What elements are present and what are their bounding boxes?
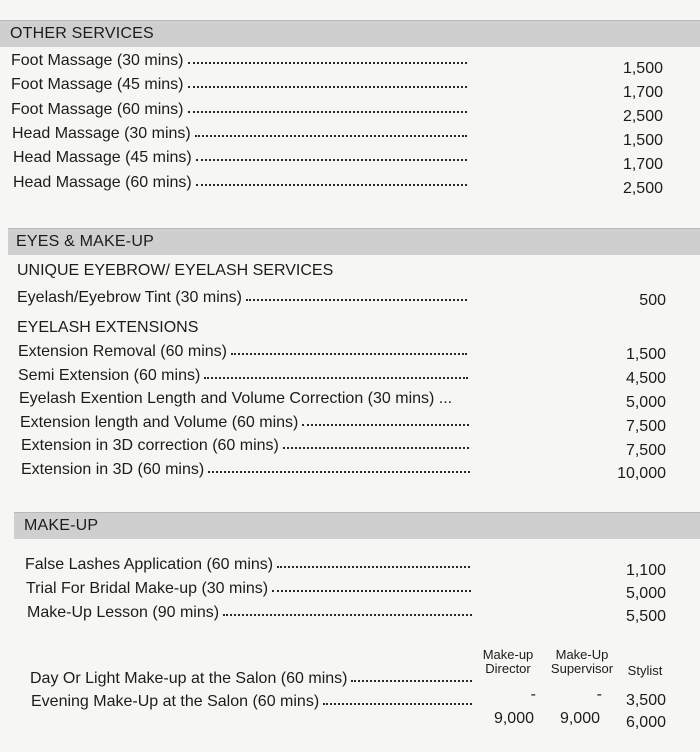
leader-dots — [196, 158, 467, 161]
column-header-director: Make-up Director — [482, 647, 534, 676]
leader-dots — [188, 110, 467, 113]
list-item — [19, 390, 469, 412]
service-price: 2,500 — [622, 108, 663, 125]
service-price: 7,500 — [625, 418, 666, 435]
section-title: MAKE-UP — [24, 517, 99, 534]
service-name: Evening Make-Up at the Salon (60 mins) — [31, 693, 320, 710]
section-title: OTHER SERVICES — [10, 25, 154, 42]
price-director: - — [530, 686, 536, 703]
service-name: Extension in 3D correction (60 mins) — [21, 437, 279, 454]
list-item — [13, 174, 467, 196]
leader-dots — [231, 352, 467, 355]
leader-dots — [323, 702, 472, 705]
list-item — [18, 343, 467, 365]
service-price: 10,000 — [617, 465, 666, 482]
section-header-eyes-makeup — [8, 228, 700, 255]
service-price: 7,500 — [625, 442, 666, 459]
leader-dots — [195, 134, 467, 137]
service-name: False Lashes Application (60 mins) — [25, 556, 274, 573]
leader-dots — [302, 423, 469, 426]
service-price: 1,700 — [622, 84, 663, 101]
service-name: Foot Massage (60 mins) — [11, 101, 184, 118]
list-item — [25, 556, 470, 578]
service-name: Trial For Bridal Make-up (30 mins) — [26, 580, 269, 597]
service-name: Extension in 3D (60 mins) — [21, 461, 205, 478]
subheading-eyelash-extensions: EYELASH EXTENSIONS — [17, 319, 199, 336]
service-price: 2,500 — [622, 180, 663, 197]
service-price: 1,500 — [622, 132, 663, 149]
service-name: Foot Massage (30 mins) — [11, 52, 184, 69]
service-price: 5,500 — [625, 608, 666, 625]
section-title: EYES & MAKE-UP — [16, 233, 154, 250]
list-item — [13, 149, 467, 171]
service-price: 1,700 — [622, 156, 663, 173]
column-header-stylist: Stylist — [627, 663, 663, 678]
price-stylist: 3,500 — [625, 692, 666, 709]
service-name: Head Massage (45 mins) — [13, 149, 192, 166]
service-price: 1,500 — [625, 346, 666, 363]
service-price: 4,500 — [625, 370, 666, 387]
service-price: 5,000 — [625, 585, 666, 602]
leader-dots — [188, 61, 467, 64]
service-name: Head Massage (60 mins) — [13, 174, 192, 191]
leader-dots — [208, 470, 470, 473]
service-name: Day Or Light Make-up at the Salon (60 mins) — [30, 670, 348, 687]
service-price: 1,100 — [625, 562, 666, 579]
leader-dots — [283, 446, 469, 449]
price-supervisor: 9,000 — [559, 710, 600, 727]
leader-dots — [246, 298, 467, 301]
list-item — [17, 289, 467, 311]
list-item — [21, 437, 469, 459]
list-item — [11, 52, 467, 74]
service-name: Make-Up Lesson (90 mins) — [27, 604, 220, 621]
service-name: Foot Massage (45 mins) — [11, 76, 184, 93]
list-item — [11, 76, 467, 98]
list-item — [21, 461, 470, 483]
column-header-supervisor: Make-Up Supervisor — [550, 647, 614, 676]
table-row — [31, 693, 472, 715]
price-supervisor: - — [596, 686, 602, 703]
leader-dots — [204, 376, 468, 379]
list-item — [18, 367, 468, 389]
list-item — [27, 604, 472, 626]
leader-dots — [277, 565, 470, 568]
leader-dots — [351, 679, 472, 682]
list-item — [20, 414, 469, 436]
leader-dots — [196, 183, 467, 186]
table-row — [30, 670, 472, 692]
subheading-eyebrow-eyelash: UNIQUE EYEBROW/ EYELASH SERVICES — [17, 262, 334, 279]
list-item — [11, 101, 467, 123]
service-price: 1,500 — [622, 60, 663, 77]
service-name: Eyelash Exention Length and Volume Correction (30 mins) ... — [19, 390, 453, 407]
leader-dots — [272, 589, 471, 592]
price-stylist: 6,000 — [625, 714, 666, 731]
service-name: Extension Removal (60 mins) — [18, 343, 227, 360]
section-header-other-services — [0, 20, 700, 47]
service-name: Semi Extension (60 mins) — [18, 367, 201, 384]
leader-dots — [188, 85, 467, 88]
service-price: 500 — [639, 292, 666, 309]
service-name: Head Massage (30 mins) — [12, 125, 191, 142]
leader-dots — [223, 613, 472, 616]
price-director: 9,000 — [493, 710, 534, 727]
service-name: Extension length and Volume (60 mins) — [20, 414, 299, 431]
list-item — [26, 580, 471, 602]
service-price: 5,000 — [625, 394, 666, 411]
section-header-makeup — [14, 512, 700, 539]
list-item — [12, 125, 467, 147]
service-name: Eyelash/Eyebrow Tint (30 mins) — [17, 289, 242, 306]
